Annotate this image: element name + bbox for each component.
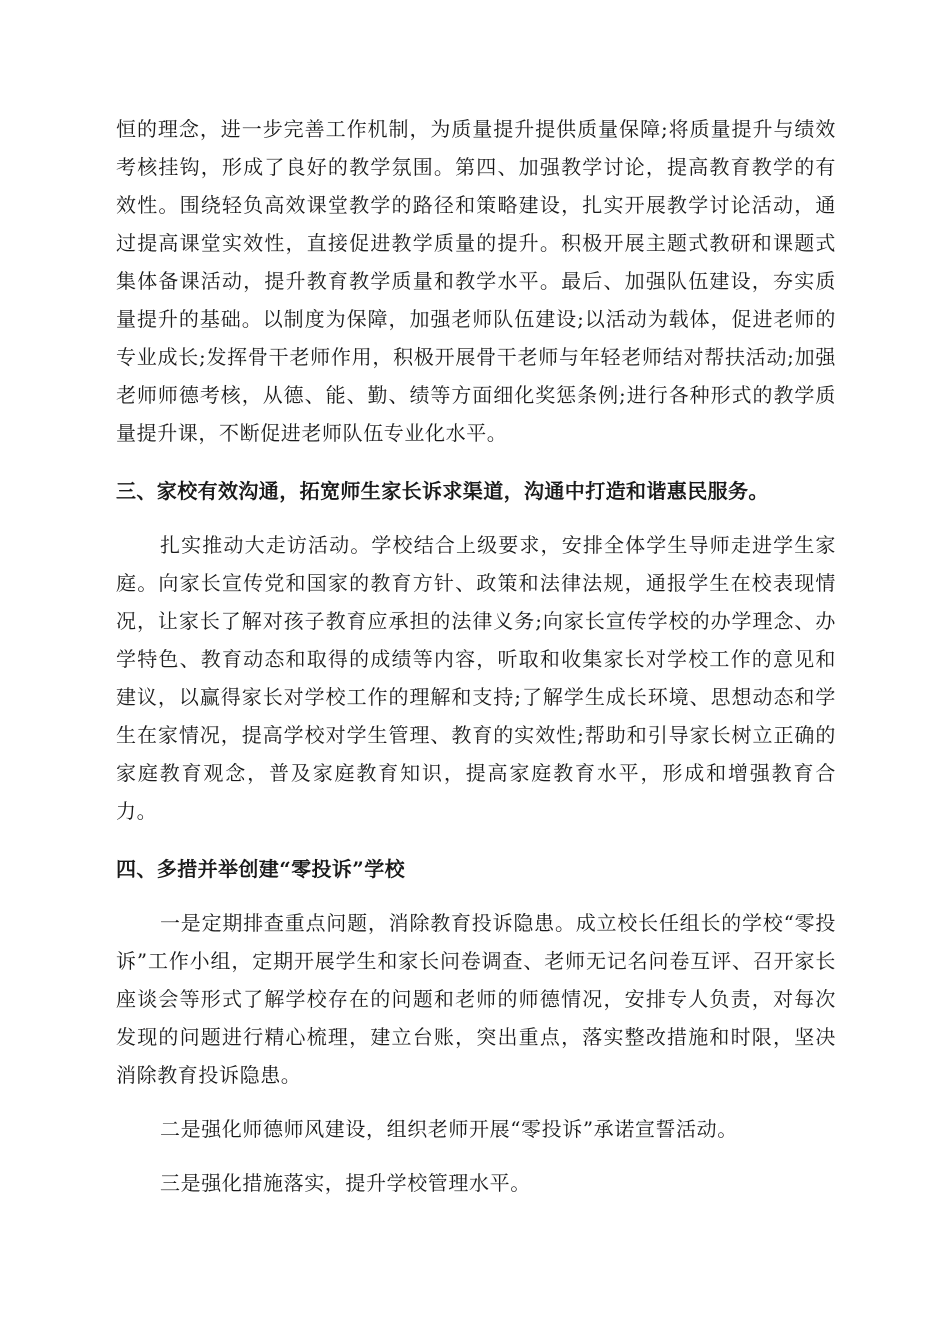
section-heading-4: 四、多措并举创建“零投诉”学校 <box>116 857 406 881</box>
spacer <box>116 830 836 850</box>
paragraph-investigate-issues: 一是定期排查重点问题，消除教育投诉隐患。成立校长任组长的学校“零投诉”工作小组，定期开展学生和家长问卷调查、老师无记名问卷互评、召开家长座谈会等形式了解学校存在的问题和老师的师德情况，安排专人负责，对每次发现的问题进行精心梳理，建立台账，突出重点，落实整改措施和时限，坚决消除教育投诉隐患。 <box>116 911 836 1087</box>
spacer <box>116 510 836 526</box>
spacer <box>116 1148 836 1164</box>
paragraph-ethics-building: 二是强化师德师风建设，组织老师开展“零投诉”承诺宣誓活动。 <box>160 1117 738 1141</box>
spacer <box>116 1094 836 1110</box>
spacer <box>116 888 836 904</box>
paragraph-home-visits: 扎实推动大走访活动。学校结合上级要求，安排全体学生导师走进学生家庭。向家长宣传党和国家的教育方针、政策和法律法规，通报学生在校表现情况，让家长了解对孩子教育应承担的法律义务;向家长宣传学校的办学理念、办学特色、教育动态和取得的成绩等内容，听取和收集家长对学校工作的意见和建议，以赢得家长对学校工作的理解和支持;了解学生成长环境、思想动态和学生在家情况，提高学校对学生管理、教育的实效性;帮助和引导家长树立正确的家庭教育观念，普及家庭教育知识，提高家庭教育水平，形成和增强教育合力。 <box>116 533 836 823</box>
document-page <box>116 110 836 1202</box>
paragraph-management: 三是强化措施落实，提升学校管理水平。 <box>160 1171 531 1195</box>
paragraph-quality-teaching: 恒的理念，进一步完善工作机制，为质量提升提供质量保障;将质量提升与绩效考核挂钩，形成了良好的教学氛围。第四、加强教学讨论，提高教育教学的有效性。围绕轻负高效课堂教学的路径和策略建设，扎实开展教学讨论活动，通过提高课堂实效性，直接促进教学质量的提升。积极开展主题式教研和课题式集体备课活动，提升教育教学质量和教学水平。最后、加强队伍建设，夯实质量提升的基础。以制度为保障，加强老师队伍建设;以活动为载体，促进老师的专业成长;发挥骨干老师作用，积极开展骨干老师与年轻老师结对帮扶活动;加强老师师德考核，从德、能、勤、绩等方面细化奖惩条例;进行各种形式的教学质量提升课，不断促进老师队伍专业化水平。 <box>116 117 836 445</box>
spacer <box>116 452 836 472</box>
section-heading-3: 三、家校有效沟通，拓宽师生家长诉求渠道，沟通中打造和谐惠民服务。 <box>116 479 769 503</box>
